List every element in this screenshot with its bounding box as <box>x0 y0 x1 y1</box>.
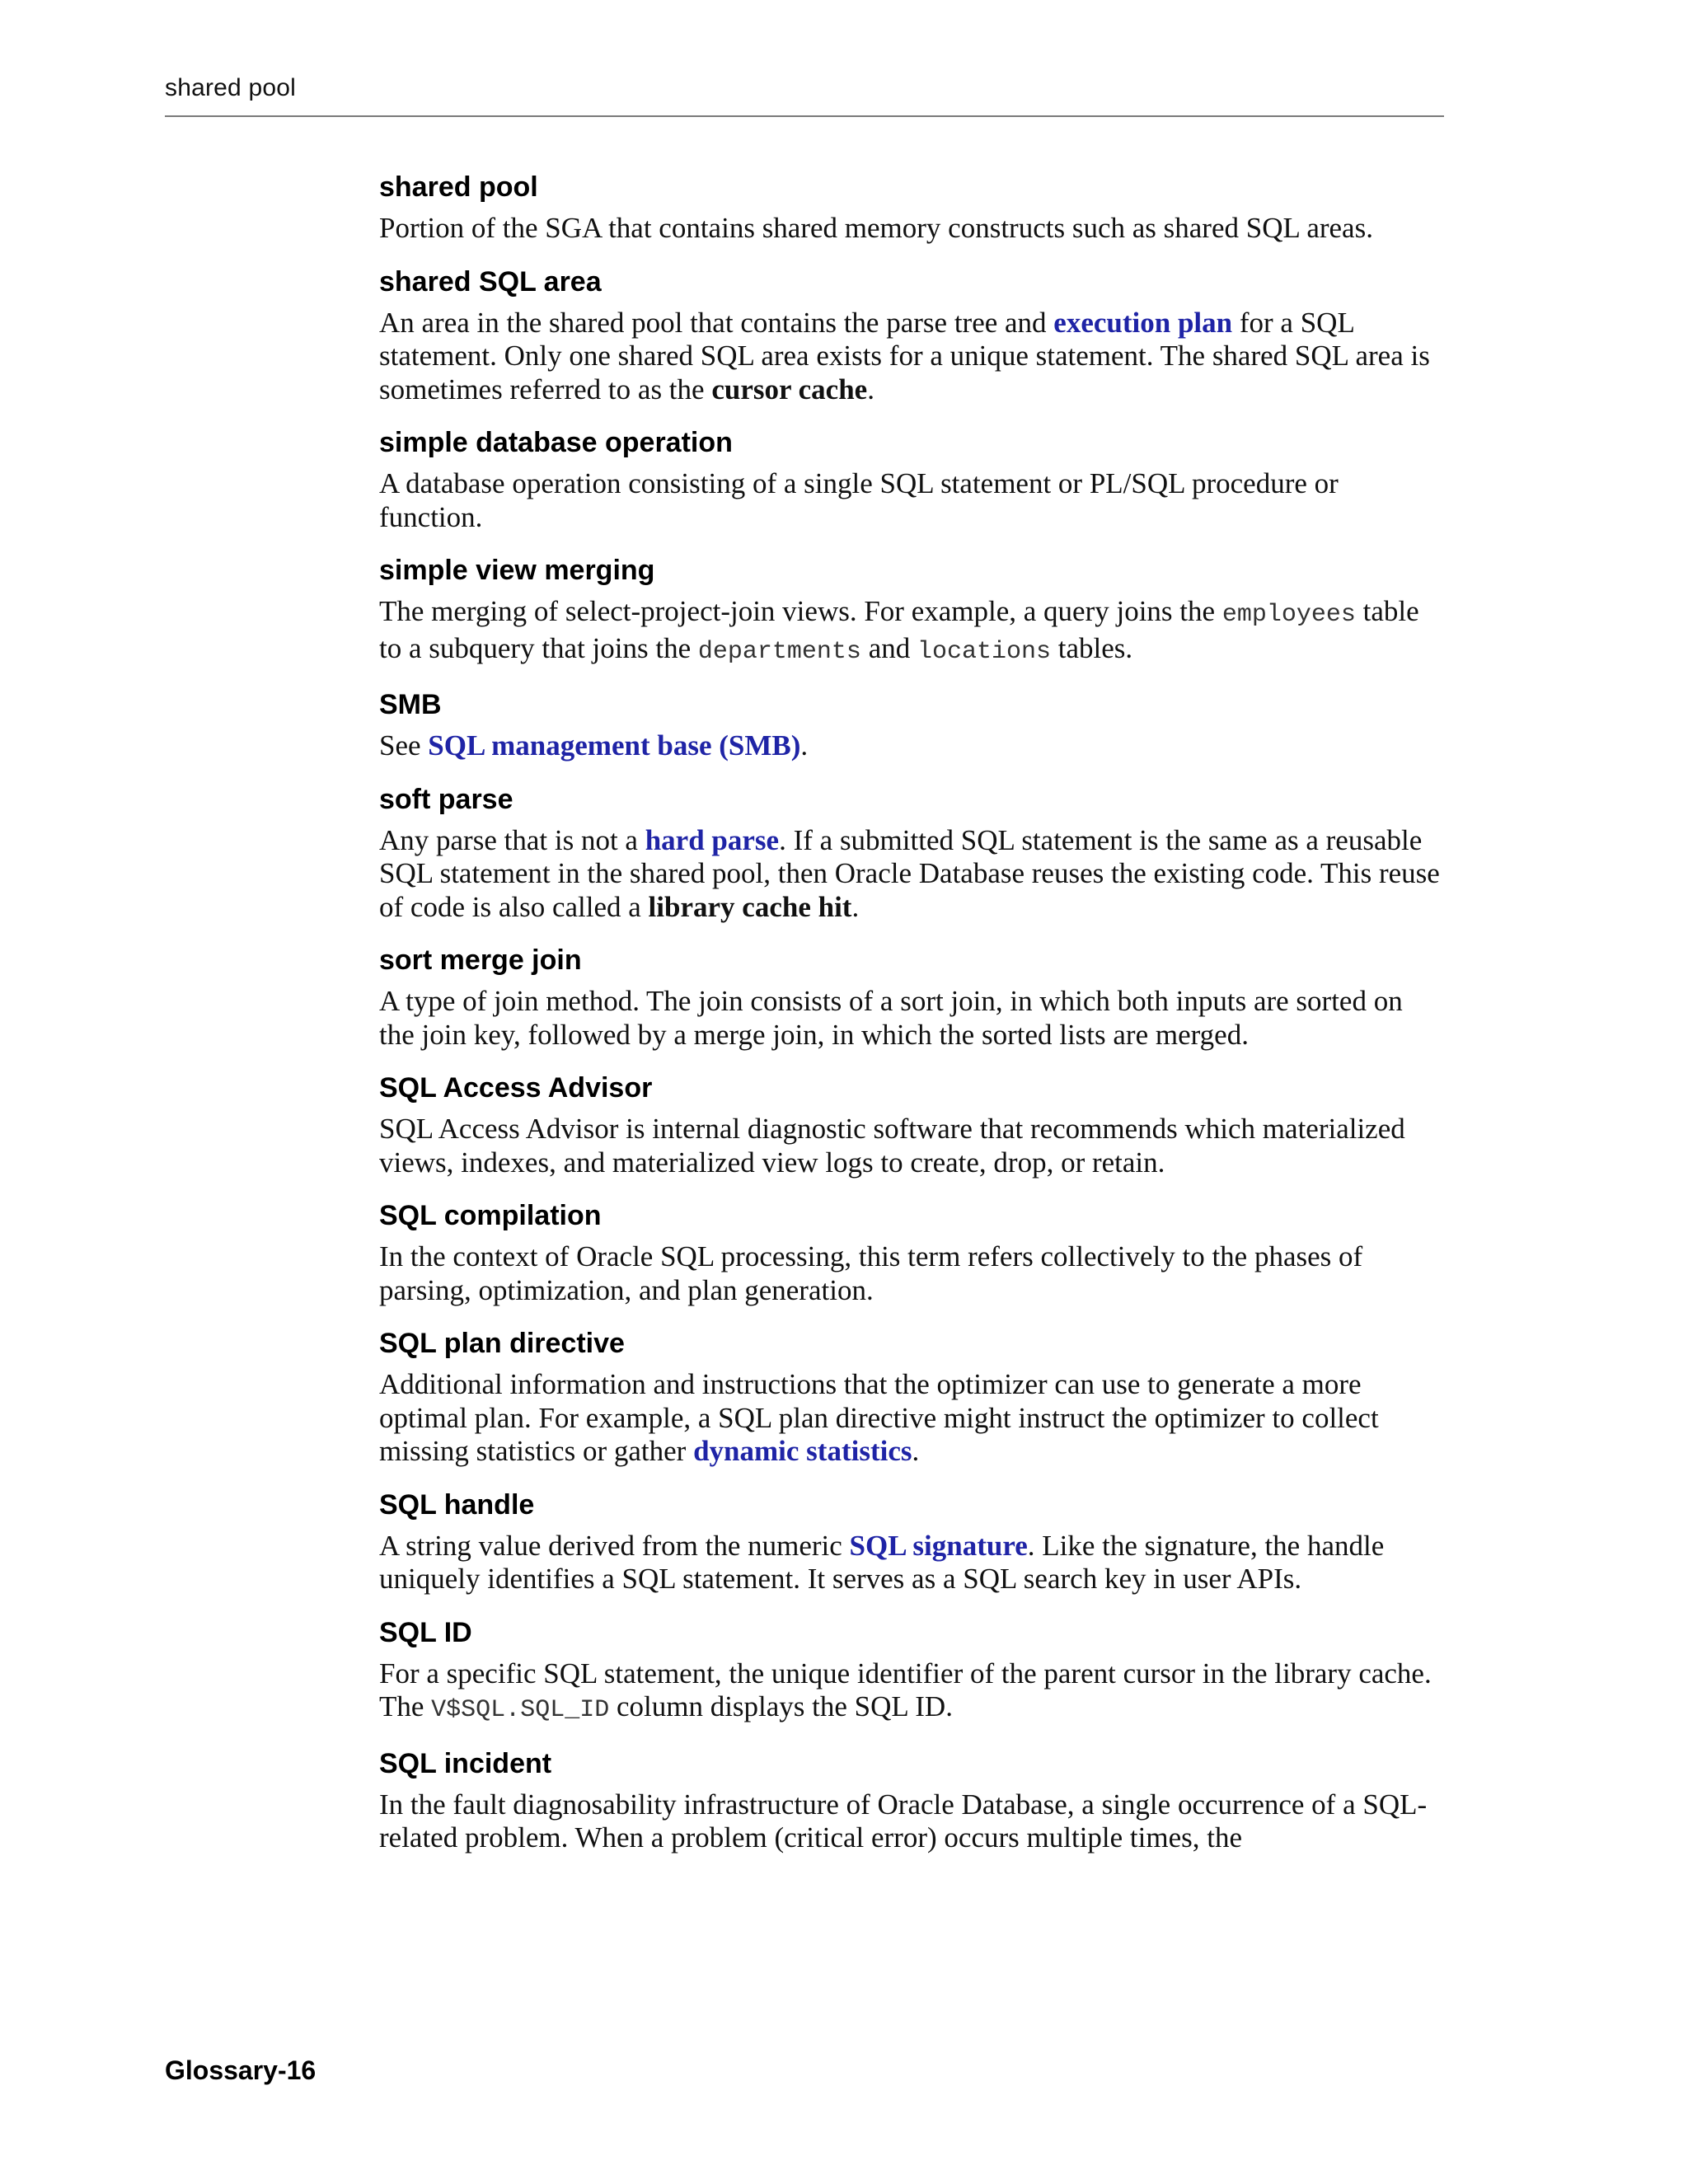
definition-fragment: for a SQL statement. Only one shared SQL area exists for a unique statement. The shared SQL area is sometimes referred to as the <box>379 306 1430 405</box>
definition-fragment: The merging of select-project-join views. For example, a query joins the <box>379 595 1222 627</box>
definition-fragment: . If a submitted SQL statement is the same as a reusable SQL statement in the shared pool, then Oracle Database reuses the existing code. This reuse of code is also called a <box>379 823 1440 923</box>
term-heading: SQL incident <box>379 1747 552 1779</box>
term-heading: SQL ID <box>379 1616 472 1648</box>
link-sql-signature[interactable]: SQL signature <box>849 1529 1028 1562</box>
definition-fragment: and <box>860 631 917 664</box>
term-heading: sort merge join <box>379 944 582 976</box>
definition-fragment: Any parse that is not a <box>379 823 645 856</box>
glossary-entry-shared-sql-area <box>379 264 1444 407</box>
header-rule <box>165 115 1444 117</box>
term-heading: simple view merging <box>379 555 655 586</box>
definition-fragment: . <box>867 373 874 405</box>
definition-fragment: . Like the signature, the handle uniquely identifies a SQL statement. It serves as a SQL search key in user APIs. <box>379 1529 1385 1595</box>
definition-text <box>379 985 1444 1052</box>
glossary-entry-sql-plan-directive <box>379 1325 1444 1469</box>
glossary-entry-smb <box>379 687 1444 763</box>
term-heading: shared SQL area <box>379 265 602 298</box>
glossary-entry-simple-view-merging <box>379 552 1444 668</box>
definition-fragment: . <box>912 1435 920 1467</box>
definition-fragment: . <box>800 729 809 762</box>
glossary-list <box>379 169 1444 1873</box>
emphasized-term: library cache hit <box>648 890 852 923</box>
definition-text <box>379 307 1444 407</box>
definition-fragment: A type of join method. The join consists of a sort join, in which both inputs are sorted on the join key, followed by a merge join, in which the sorted lists are merged. <box>379 985 1403 1051</box>
glossary-entry-simple-database-operation <box>379 424 1444 534</box>
code-identifier: V$SQL.SQL_ID <box>431 1696 610 1724</box>
definition-fragment: An area in the shared pool that contains the parse tree and <box>379 306 1054 339</box>
definition-fragment: In the context of Oracle SQL processing, this term refers collectively to the phases of parsing, optimization, and plan generation. <box>379 1240 1363 1306</box>
term-heading: SMB <box>379 689 442 720</box>
glossary-entry-sql-compilation <box>379 1197 1444 1307</box>
term-heading: shared pool <box>379 171 538 203</box>
definition-text <box>379 1368 1444 1469</box>
term-heading: SQL Access Advisor <box>379 1072 653 1104</box>
definition-fragment: Portion of the SGA that contains shared memory constructs such as shared SQL areas. <box>379 212 1373 244</box>
term-heading: SQL handle <box>379 1488 535 1521</box>
definition-fragment: A database operation consisting of a single SQL statement or PL/SQL procedure or function. <box>379 467 1339 533</box>
link-sql-management-base[interactable]: SQL management base (SMB) <box>428 729 801 762</box>
emphasized-term: cursor cache <box>711 373 868 405</box>
link-dynamic-statistics[interactable]: dynamic statistics <box>693 1435 912 1467</box>
definition-text <box>379 824 1444 925</box>
definition-fragment: In the fault diagnosability infrastructure of Oracle Database, a single occurrence of a SQL-related problem. When a problem (critical error) occurs multiple times, the <box>379 1788 1428 1854</box>
definition-text <box>379 467 1444 534</box>
definition-fragment: . <box>851 890 860 923</box>
definition-fragment: Additional information and instructions that the optimizer can use to generate a more optimal plan. For example, a SQL plan directive might instruct the optimizer to collect missing statistics or gather <box>379 1368 1379 1467</box>
glossary-entry-sort-merge-join <box>379 942 1444 1052</box>
definition-fragment: A string value derived from the numeric <box>379 1529 850 1562</box>
page-number: Glossary-16 <box>165 2055 316 2085</box>
link-execution-plan[interactable]: execution plan <box>1053 306 1233 339</box>
glossary-entry-sql-incident <box>379 1746 1444 1855</box>
term-heading: SQL plan directive <box>379 1328 625 1359</box>
definition-fragment: column displays the SQL ID. <box>609 1690 953 1722</box>
glossary-entry-sql-handle <box>379 1487 1444 1596</box>
code-identifier: locations <box>917 637 1052 666</box>
code-identifier: departments <box>697 637 861 666</box>
definition-fragment: SQL Access Advisor is internal diagnostic software that recommends which materialized views, indexes, and materialized view logs to create, drop, or retain. <box>379 1113 1405 1179</box>
definition-text <box>379 1788 1444 1855</box>
glossary-entry-shared-pool <box>379 169 1444 246</box>
definition-text <box>379 1530 1444 1596</box>
term-heading: soft parse <box>379 783 513 815</box>
definition-fragment: tables. <box>1051 631 1133 664</box>
glossary-entry-soft-parse <box>379 781 1444 925</box>
definition-text <box>379 1113 1444 1179</box>
definition-fragment: See <box>379 729 429 762</box>
definition-fragment: For a specific SQL statement, the unique identifier of the parent cursor in the library cache. The <box>379 1657 1432 1722</box>
definition-text <box>379 1240 1444 1307</box>
running-header: shared pool <box>165 74 296 101</box>
term-heading: simple database operation <box>379 427 733 458</box>
definition-text <box>379 595 1444 668</box>
code-identifier: employees <box>1221 601 1356 629</box>
term-heading: SQL compilation <box>379 1200 602 1231</box>
definition-text <box>379 1657 1444 1727</box>
glossary-entry-sql-id <box>379 1615 1444 1727</box>
link-hard-parse[interactable]: hard parse <box>645 823 780 856</box>
definition-text <box>379 212 1444 246</box>
glossary-entry-sql-access-advisor <box>379 1070 1444 1179</box>
definition-text <box>379 729 1444 763</box>
definition-fragment: table to a subquery that joins the <box>379 595 1419 664</box>
